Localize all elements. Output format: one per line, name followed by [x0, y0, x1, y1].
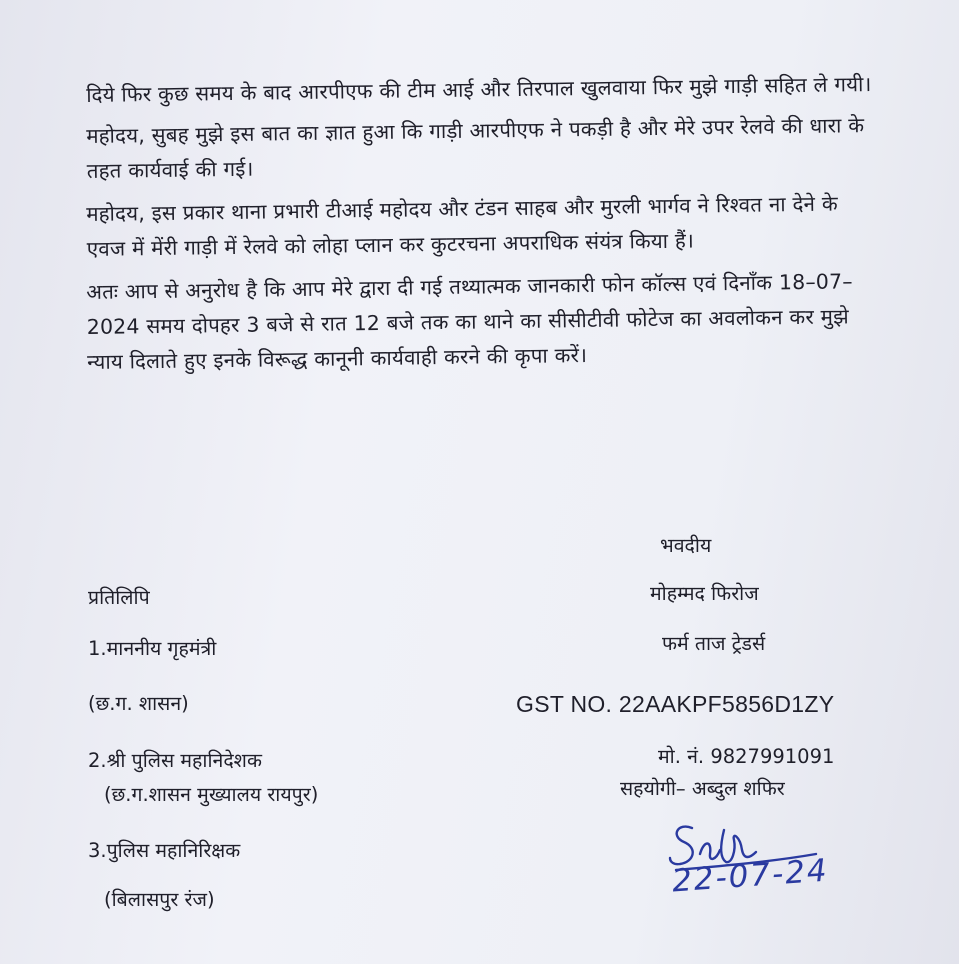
copy-to-item: 3.पुलिस महानिरिक्षक [88, 839, 241, 862]
letter-paragraph: महोदय, सुबह मुझे इस बात का ज्ञात हुआ कि गाड़ी आरपीएफ ने पकड़ी है और मेरे उपर रेलवे की धारा के तहत कार्यवाई की गई। [86, 113, 865, 183]
copy-to-item-sub: (बिलासपुर रंज) [104, 888, 215, 911]
copy-to-item: 1.माननीय गृहमंत्री [88, 637, 217, 660]
sender-mobile: मो. नं. 9827991091 [658, 745, 835, 768]
gst-number: GST NO. 22AAKPF5856D1ZY [516, 691, 835, 717]
copy-to-item: 2.श्री पुलिस महानिदेशक [88, 749, 262, 772]
letter-paragraph: महोदय, इस प्रकार थाना प्रभारी टीआई महोदय और टंडन साहब और मुरली भार्गव ने रिश्वत ना देने के एवज में मेंरी गाड़ी में रेलवे को लोहा प्लान कर कुटरचना अपराधिक संयंत्र किया हैं। [86, 191, 838, 261]
signature-date: 22-07-24 [670, 852, 830, 900]
letter-body [86, 72, 876, 388]
copy-to-item-sub: (छ.ग. शासन) [88, 692, 189, 715]
sender-associate: सहयोगी– अब्दुल शफिर [620, 777, 785, 800]
copy-to-item-sub: (छ.ग.शासन मुख्यालय रायपुर) [104, 783, 319, 806]
copy-to-heading: प्रतिलिपि [88, 586, 150, 609]
closing-salutation: भवदीय [660, 534, 712, 557]
letter-paragraph: दिये फिर कुछ समय के बाद आरपीएफ की टीम आई और तिरपाल खुलवाया फिर मुझे गाड़ी सहित ले गयी। [86, 72, 872, 107]
letter-paragraph: अतः आप से अनुरोध है कि आप मेरे द्वारा दी गई तथ्यात्मक जानकारी फोन कॉल्स एवं दिनाँक 18–07–2024 समय दोपहर 3 बजे से रात 12 बजे तक का थाने का सीसीटीवी फोटेज का अवलोकन कर मुझे न्याय दिलाते हुए इनके विरूद्ध कानूनी कार्यवाही करने की कृपा करें। [86, 269, 853, 374]
sender-firm: फर्म ताज ट्रेडर्स [662, 632, 766, 655]
sender-name: मोहम्मद फिरोज [650, 582, 759, 605]
